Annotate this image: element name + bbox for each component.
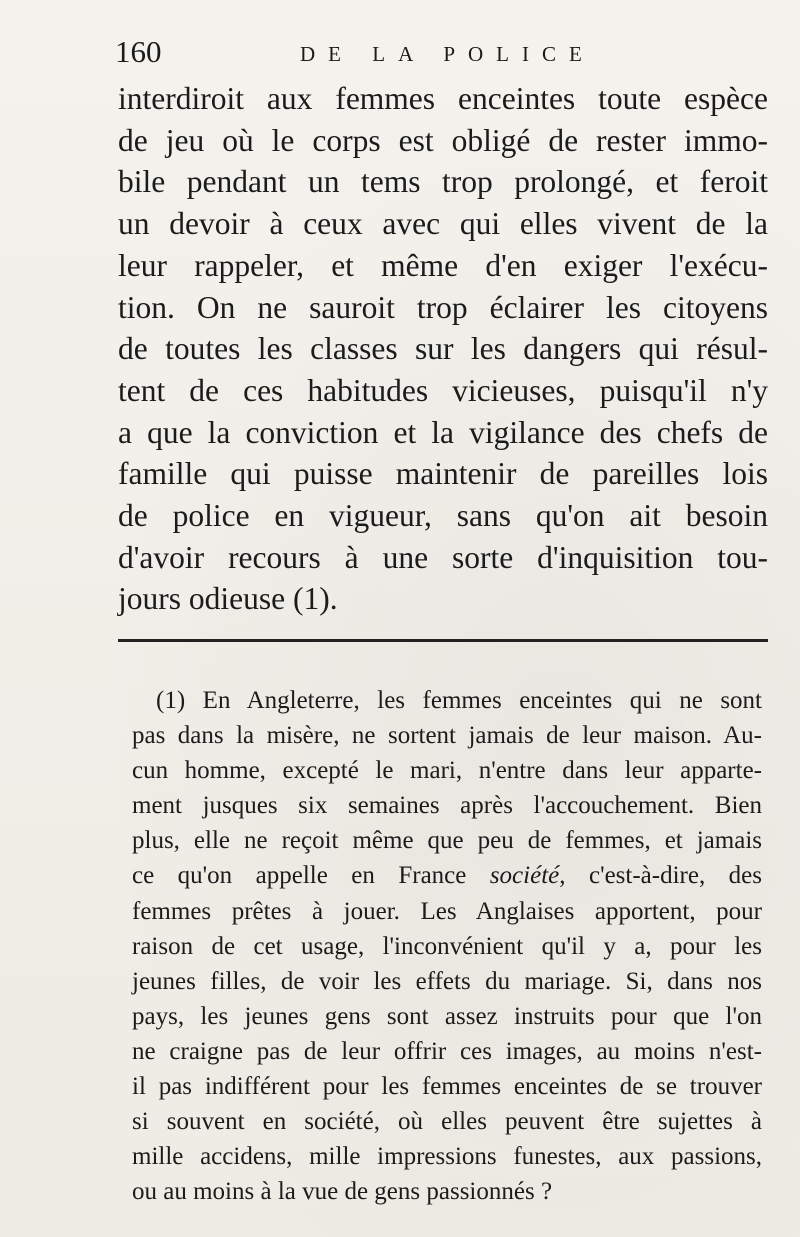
text-line: de police en vigueur, sans qu'on ait besoin [118, 498, 768, 534]
footnote-text-fragment: , c'est-à-dire, des [559, 862, 762, 890]
footnote-line-with-italic [132, 858, 762, 893]
text-line: d'avoir recours à une sorte d'inquisition tou- [118, 539, 768, 575]
footnote-line: plus, elle ne reçoit même que peu de femmes, et jamais [132, 827, 762, 855]
text-line: famille qui puisse maintenir de pareilles lois [118, 456, 768, 492]
text-line: de toutes les classes sur les dangers qui résul- [118, 331, 768, 367]
text-line: a que la conviction et la vigilance des chefs de [118, 414, 768, 450]
footnote-text-fragment: ce qu'on appelle en France [132, 862, 467, 890]
page-header [115, 34, 775, 74]
text-line: tion. On ne sauroit trop éclairer les citoyens [118, 289, 768, 325]
footnote-line: pays, les jeunes gens sont assez instruits pour que l'on [132, 1002, 762, 1030]
page-number: 160 [115, 34, 162, 69]
footnote-line: cun homme, excepté le mari, n'entre dans leur apparte- [132, 757, 762, 785]
footnote-line: jeunes filles, de voir les effets du mariage. Si, dans nos [132, 967, 762, 995]
running-head: DE LA POLICE [300, 42, 595, 66]
footnote-line: ne craigne pas de leur offrir ces images, au moins n'est- [132, 1037, 762, 1065]
footnote-line: pas dans la misère, ne sortent jamais de leur maison. Au- [132, 722, 762, 750]
footnote-line: mille accidens, mille impressions funestes, aux passions, [132, 1143, 762, 1171]
text-line: de jeu où le corps est obligé de rester immo- [118, 122, 768, 158]
footnote-line: femmes prêtes à jouer. Les Anglaises apportent, pour [132, 897, 762, 925]
text-line: un devoir à ceux avec qui elles vivent de la [118, 206, 768, 242]
footnote-line: si souvent en société, où elles peuvent être sujettes à [132, 1108, 762, 1136]
italic-word: société [489, 862, 560, 890]
text-line: bile pendant un tems trop prolongé, et feroit [118, 164, 768, 200]
main-text-block [118, 78, 768, 620]
footnote-line: (1) En Angleterre, les femmes enceintes qui ne sont [156, 687, 762, 714]
text-line: interdiroit aux femmes enceintes toute espèce [118, 81, 768, 116]
footnote-line: il pas indifférent pour les femmes enceintes de se trouver [132, 1073, 762, 1101]
text-line: tent de ces habitudes vicieuses, puisqu'il n'y [118, 372, 768, 408]
footnote-line: ou au moins à la vue de gens passionnés ? [132, 1178, 553, 1206]
text-line: leur rappeler, et même d'en exiger l'exécu- [118, 247, 768, 283]
text-line: jours odieuse (1). [118, 581, 338, 617]
footnote-separator-rule [118, 639, 768, 642]
footnote-line: raison de cet usage, l'inconvénient qu'il y a, pour les [132, 932, 762, 960]
footnote-block [132, 683, 762, 1209]
footnote-line: ment jusques six semaines après l'accouchement. Bien [132, 792, 762, 820]
